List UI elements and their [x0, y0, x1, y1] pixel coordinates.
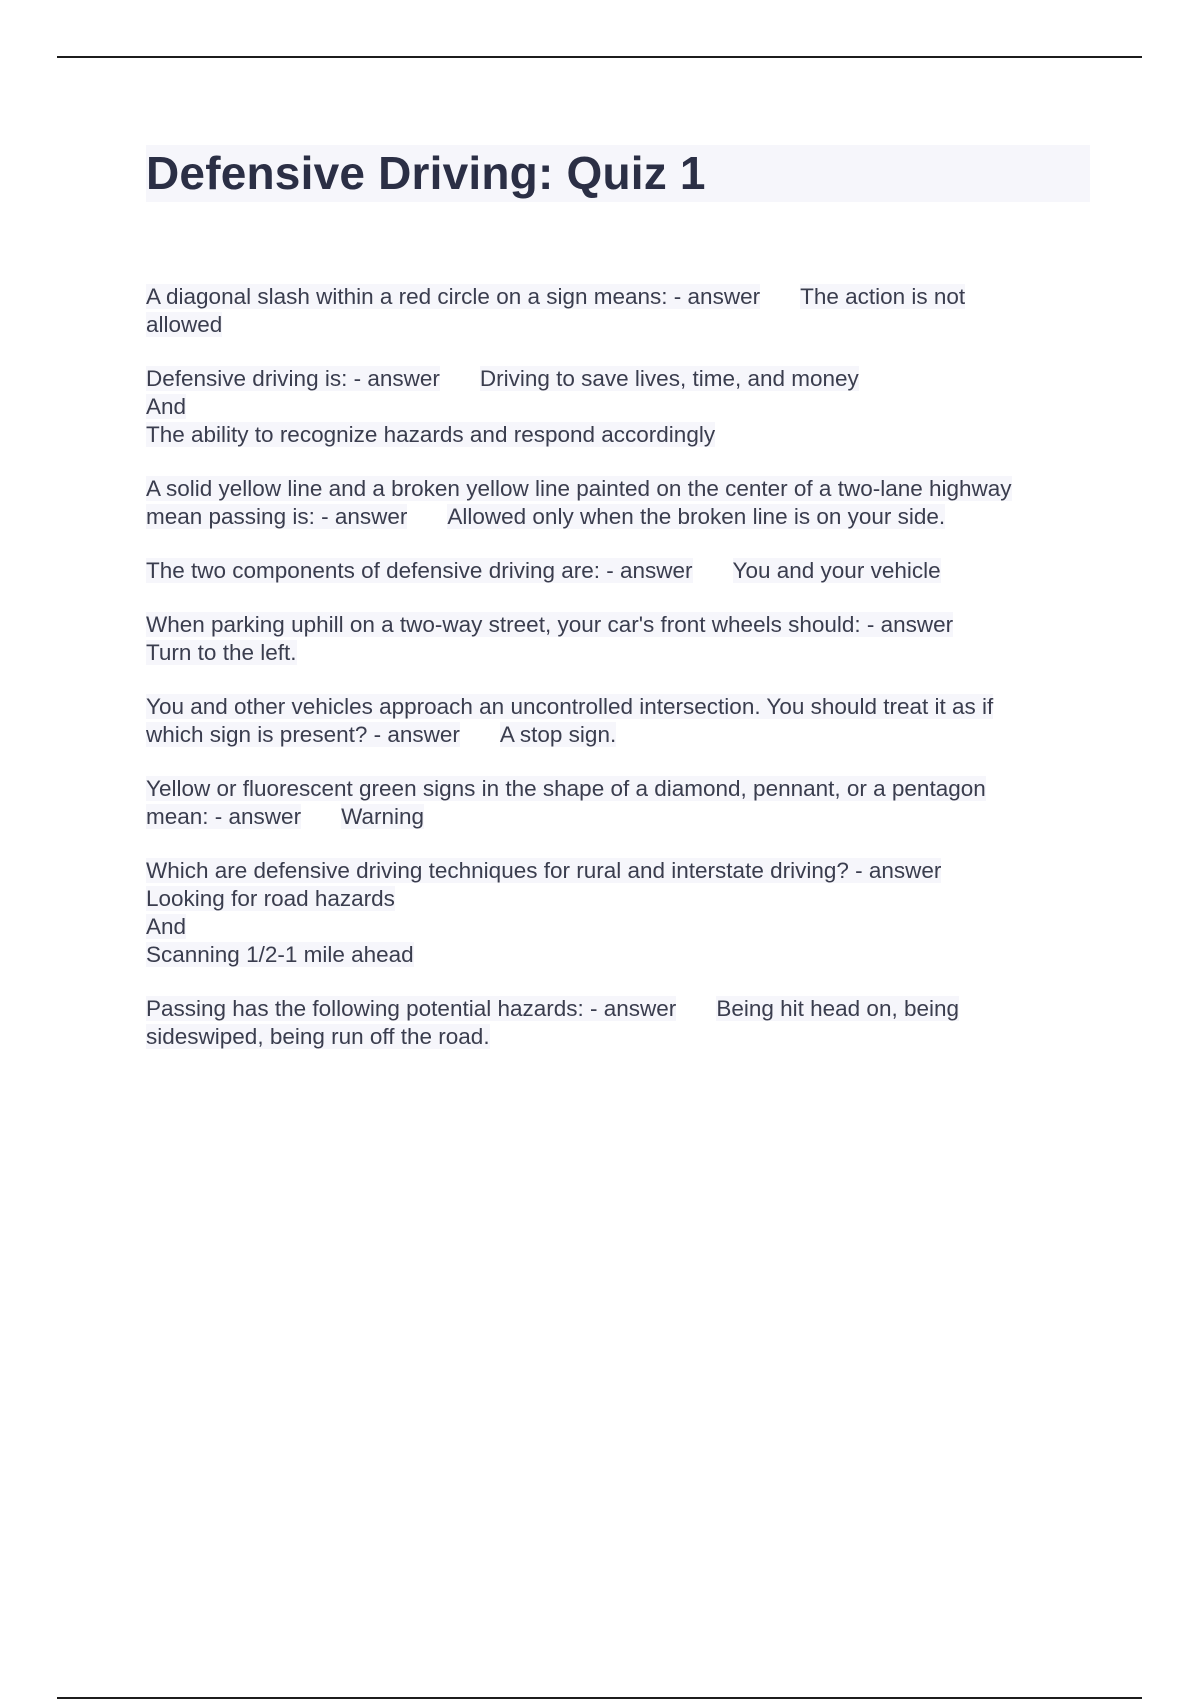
- qa-line: [146, 775, 1090, 803]
- qa-text: Defensive driving is: - answer: [146, 366, 440, 391]
- qa-line: [146, 693, 1090, 721]
- qa-item: [146, 283, 1090, 339]
- qa-text: Which are defensive driving techniques for rural and interstate driving? - answer: [146, 858, 942, 883]
- qa-line: [146, 913, 1090, 941]
- qa-text: Scanning 1/2-1 mile ahead: [146, 942, 414, 967]
- qa-text: mean: - answer: [146, 804, 302, 829]
- qa-line: [146, 721, 1090, 749]
- qa-text: And: [146, 394, 187, 419]
- qa-text: The two components of defensive driving are: - answer: [146, 558, 693, 583]
- qa-text: A diagonal slash within a red circle on a sign means: - answer: [146, 284, 761, 309]
- qa-text: Turn to the left.: [146, 640, 297, 665]
- qa-text: The ability to recognize hazards and respond accordingly: [146, 422, 716, 447]
- qa-text: Yellow or fluorescent green signs in the shape of a diamond, pennant, or a pentagon: [146, 776, 986, 801]
- qa-text: sideswiped, being run off the road.: [146, 1024, 490, 1049]
- qa-item: [146, 995, 1090, 1051]
- qa-text: A solid yellow line and a broken yellow line painted on the center of a two-lane highway: [146, 476, 1012, 501]
- top-divider: [57, 56, 1142, 58]
- bottom-divider: [57, 1697, 1142, 1699]
- qa-item: [146, 557, 1090, 585]
- qa-text: mean passing is: - answer: [146, 504, 408, 529]
- qa-line: [146, 611, 1090, 639]
- qa-answer: A stop sign.: [499, 722, 617, 747]
- qa-item: [146, 365, 1090, 449]
- qa-line: [146, 557, 1090, 585]
- qa-line: [146, 503, 1090, 531]
- qa-line: [146, 1023, 1090, 1051]
- qa-line: [146, 365, 1090, 393]
- qa-line: [146, 393, 1090, 421]
- document-page: [146, 145, 1090, 1077]
- qa-line: [146, 941, 1090, 969]
- qa-item: [146, 775, 1090, 831]
- qa-line: [146, 803, 1090, 831]
- qa-text: You and other vehicles approach an uncontrolled intersection. You should treat it as if: [146, 694, 994, 719]
- qa-answer: Driving to save lives, time, and money: [479, 366, 859, 391]
- qa-answer: Allowed only when the broken line is on your side.: [447, 504, 946, 529]
- qa-text: Passing has the following potential hazards: - answer: [146, 996, 677, 1021]
- qa-item: [146, 611, 1090, 667]
- qa-text: Looking for road hazards: [146, 886, 395, 911]
- qa-line: [146, 639, 1090, 667]
- qa-answer: Being hit head on, being: [716, 996, 960, 1021]
- qa-item: [146, 857, 1090, 969]
- qa-answer: Warning: [341, 804, 425, 829]
- qa-answer: The action is not: [800, 284, 966, 309]
- qa-text: And: [146, 914, 187, 939]
- qa-line: [146, 995, 1090, 1023]
- qa-line: [146, 421, 1090, 449]
- title-block: [146, 145, 1090, 202]
- qa-item: [146, 693, 1090, 749]
- qa-answer: You and your vehicle: [732, 558, 941, 583]
- qa-list: [146, 283, 1090, 1051]
- qa-item: [146, 475, 1090, 531]
- qa-line: [146, 885, 1090, 913]
- qa-text: allowed: [146, 312, 223, 337]
- qa-line: [146, 475, 1090, 503]
- qa-text: When parking uphill on a two-way street, your car's front wheels should: - answer: [146, 612, 954, 637]
- page-title: Defensive Driving: Quiz 1: [146, 147, 706, 199]
- qa-line: [146, 857, 1090, 885]
- qa-line: [146, 311, 1090, 339]
- qa-line: [146, 283, 1090, 311]
- qa-text: which sign is present? - answer: [146, 722, 460, 747]
